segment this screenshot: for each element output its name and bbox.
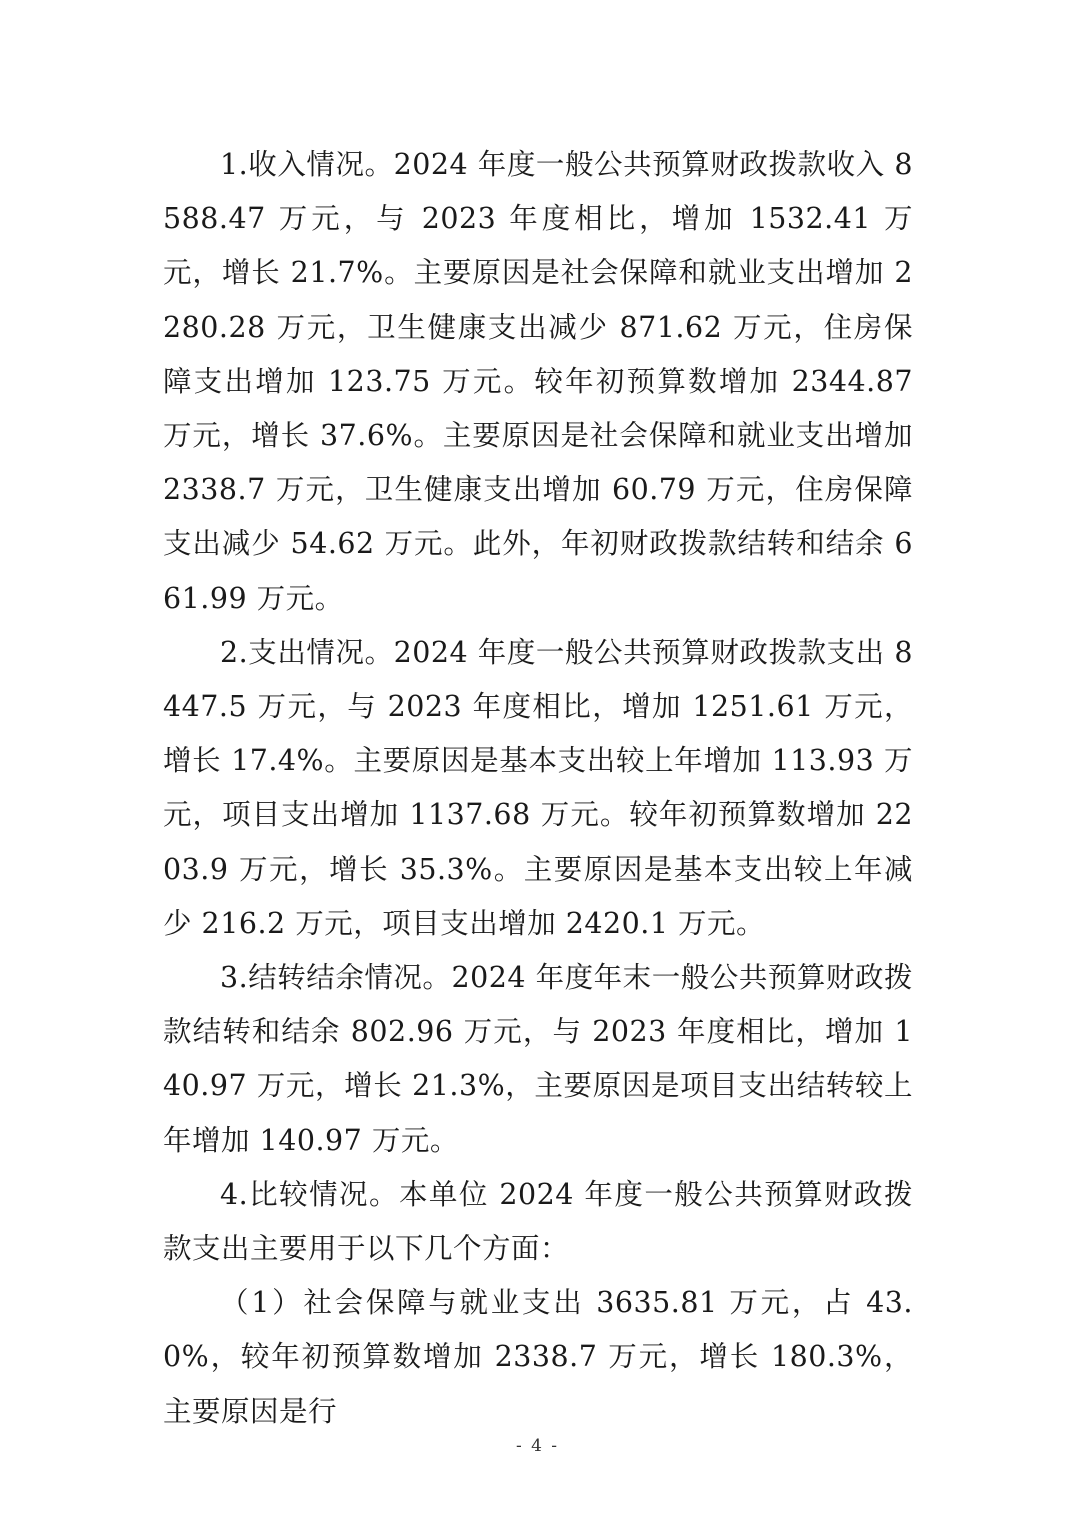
paragraph-social-security: （1）社会保障与就业支出 3635.81 万元，占 43.0%，较年初预算数增加 2338.7 万元，增长 180.3%，主要原因是行 <box>163 1286 913 1428</box>
document-body <box>163 138 913 1439</box>
paragraph-expenditure: 2.支出情况。2024 年度一般公共预算财政拨款支出 8447.5 万元，与 2023 年度相比，增加 1251.61 万元，增长 17.4%。主要原因是基本支出较上年增加 113.93 万元，项目支出增加 1137.68 万元。较年初预算数增加 2203.9 万元，增长 35.3%。主要原因是基本支出较上年减少 216.2 万元，项目支出增加 2420.1 万元。 <box>163 635 913 940</box>
paragraph-income: 1.收入情况。2024 年度一般公共预算财政拨款收入 8588.47 万元，与 2023 年度相比，增加 1532.41 万元，增长 21.7%。主要原因是社会保障和就业支出增加 2280.28 万元，卫生健康支出减少 871.62 万元，住房保障支出增加 123.75 万元。较年初预算数增加 2344.87 万元，增长 37.6%。主要原因是社会保障和就业支出增加 2338.7 万元，卫生健康支出增加 60.79 万元，住房保障支出减少 54.62 万元。此外，年初财政拨款结转和结余 661.99 万元。 <box>163 148 913 615</box>
paragraph-carryover: 3.结转结余情况。2024 年度年末一般公共预算财政拨款结转和结余 802.96 万元，与 2023 年度相比，增加 140.97 万元，增长 21.3%，主要原因是项目支出结转较上年增加 140.97 万元。 <box>163 961 913 1157</box>
page-number: - 4 - <box>515 1436 560 1456</box>
paragraph-comparison: 4.比较情况。本单位 2024 年度一般公共预算财政拨款支出主要用于以下几个方面： <box>163 1177 913 1266</box>
